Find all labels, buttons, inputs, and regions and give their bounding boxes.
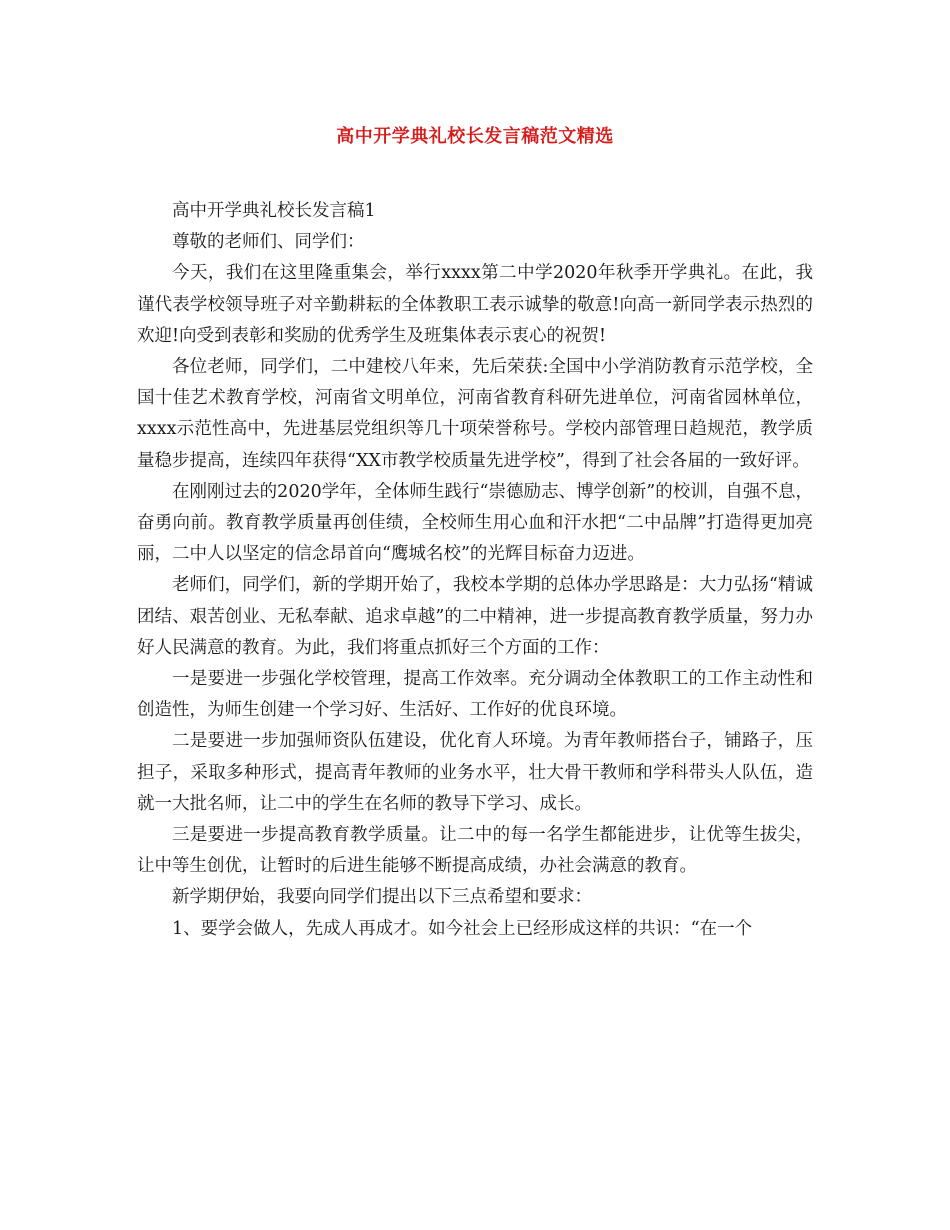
paragraph: 1、要学会做人，先成人再成才。如今社会上已经形成这样的共识：“在一个: [172, 918, 753, 939]
paragraph: 新学期伊始，我要向同学们提出以下三点希望和要求：: [172, 887, 592, 908]
document-title: 高中开学典礼校长发言稿范文精选: [336, 126, 614, 147]
paragraph: 尊敬的老师们、同学们：: [172, 232, 365, 253]
paragraph: 各位老师，同学们，二中建校八年来，先后荣获:全国中小学消防教育示范学校，全国十佳艺术教育学校，河南省文明单位，河南省教育科研先进单位，河南省园林单位，xxxx示范性高中，先进基层党组织等几十项荣誉称号。学校内部管理日趋规范，教学质量稳步提高，连续四年获得“XX市教学校质量先进学校”，得到了社会各届的一致好评。: [137, 357, 813, 471]
paragraph: 高中开学典礼校长发言稿1: [172, 201, 376, 221]
paragraph: 今天，我们在这里隆重集会，举行xxxx第二中学2020年秋季开学典礼。在此，我谨代表学校领导班子对辛勤耕耘的全体教职工表示诚挚的敬意!向高一新同学表示热烈的欢迎!向受到表彰和奖励的优秀学生及班集体表示衷心的祝贺!: [137, 263, 813, 346]
paragraph: 在刚刚过去的2020学年，全体师生践行“崇德励志、博学创新”的校训，自强不息，奋勇向前。教育教学质量再创佳绩，全校师生用心血和汗水把“二中品牌”打造得更加亮丽，二中人以坚定的信念昂首向“鹰城名校”的光辉目标奋力迈进。: [137, 481, 813, 565]
document-body: [137, 196, 813, 945]
paragraph: 二是要进一步加强师资队伍建设，优化育人环境。为青年教师搭台子，铺路子，压担子，采取多种形式，提高青年教师的业务水平，壮大骨干教师和学科带头人队伍，造就一大批名师，让二中的学生在名师的教导下学习、成长。: [137, 731, 813, 814]
paragraph: 三是要进一步提高教育教学质量。让二中的每一名学生都能进步，让优等生拔尖，让中等生创优，让暂时的后进生能够不断提高成绩，办社会满意的教育。: [137, 825, 813, 877]
paragraph: 老师们，同学们，新的学期开始了，我校本学期的总体办学思路是：大力弘扬“精诚团结、艰苦创业、无私奉献、追求卓越”的二中精神，进一步提高教育教学质量，努力办好人民满意的教育。为此，我们将重点抓好三个方面的工作：: [137, 575, 813, 658]
paragraph: 一是要进一步强化学校管理，提高工作效率。充分调动全体教职工的工作主动性和创造性，为师生创建一个学习好、生活好、工作好的优良环境。: [137, 669, 813, 721]
